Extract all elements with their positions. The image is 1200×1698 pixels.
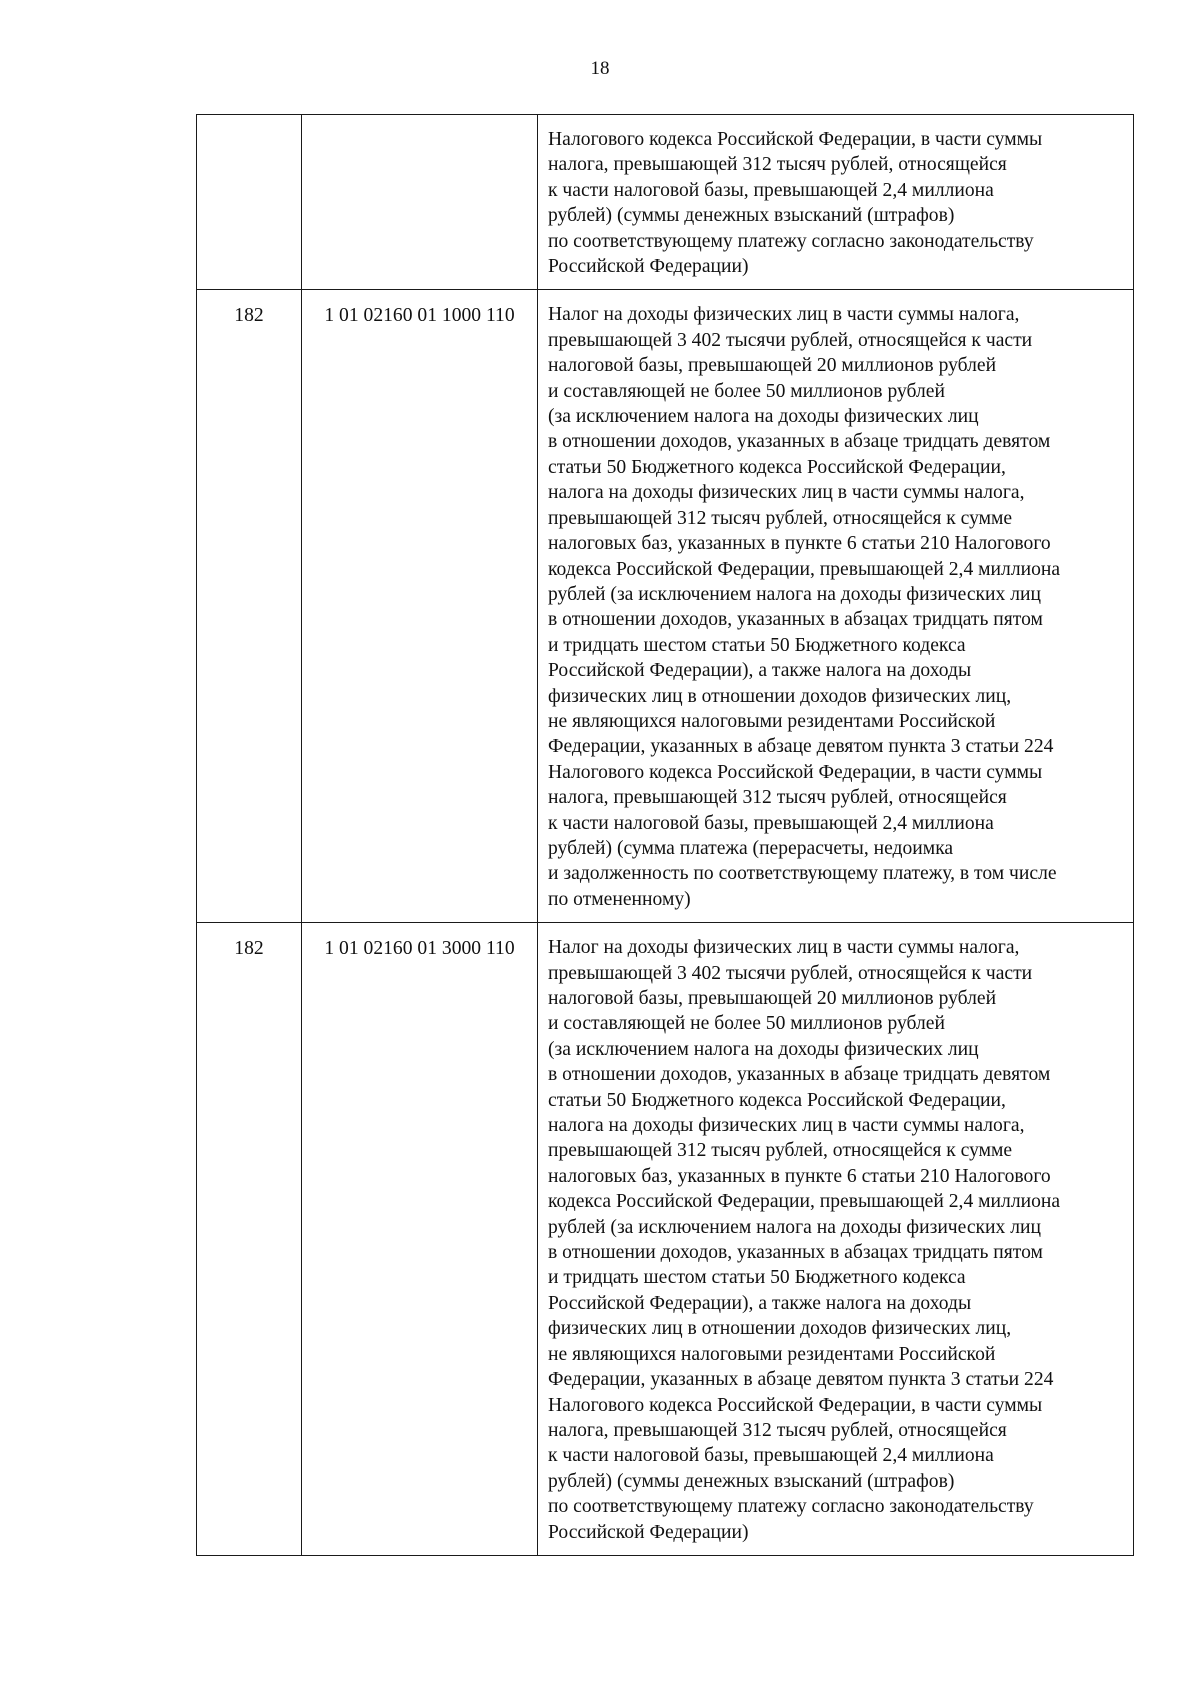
description-line: в отношении доходов, указанных в абзаце тридцать девятом [548,1064,1051,1086]
description-line: и тридцать шестом статьи 50 Бюджетного кодекса [548,634,966,656]
description-line: налога, превышающей 312 тысяч рублей, относящейся [548,154,1007,176]
description-line: физических лиц в отношении доходов физических лиц, [548,1318,1012,1340]
description-line: по соответствующему платежу согласно законодательству [548,230,1034,252]
description-line: в отношении доходов, указанных в абзацах тридцать пятом [548,609,1043,631]
description-line: налоговой базы, превышающей 20 миллионов рублей [548,988,997,1009]
description-line: Российской Федерации), а также налога на доходы [548,1292,972,1314]
description-line: рублей (за исключением налога на доходы физических лиц [548,1216,1041,1238]
admin-code-cell: 182 [197,923,302,1556]
admin-code-cell [197,115,302,290]
description-line: Федерации, указанных в абзаце девятом пункта 3 статьи 224 [548,1369,1054,1391]
description-line: налога на доходы физических лиц в части суммы налога, [548,482,1025,504]
description-line: и задолженность по соответствующему платежу, в том числе [548,863,1057,885]
description-line: Налогового кодекса Российской Федерации, в части суммы [548,761,1043,783]
description-line: налога, превышающей 312 тысяч рублей, относящейся [548,1419,1007,1441]
description-line: и составляющей не более 50 миллионов рублей [548,1013,945,1035]
description-line: кодекса Российской Федерации, превышающей 2,4 миллиона [548,1191,1061,1213]
description-line: не являющихся налоговыми резидентами Российской [548,710,996,732]
description-line: налоговых баз, указанных в пункте 6 статьи 210 Налогового [548,1165,1051,1187]
description-cell [538,923,1134,1556]
description-line: Российской Федерации) [548,256,749,278]
description-line: к части налоговой базы, превышающей 2,4 миллиона [548,179,994,201]
description-line: в отношении доходов, указанных в абзаце тридцать девятом [548,431,1051,453]
description-cell [538,290,1134,923]
description-line: статьи 50 Бюджетного кодекса Российской Федерации, [548,456,1006,478]
table-row [197,923,1134,1556]
table-row [197,115,1134,290]
description-line: рублей) (суммы денежных взысканий (штрафов) [548,205,955,227]
description-line: физических лиц в отношении доходов физических лиц, [548,685,1012,707]
description-line: налоговых баз, указанных в пункте 6 статьи 210 Налогового [548,533,1051,555]
description-line: налоговой базы, превышающей 20 миллионов рублей [548,355,997,377]
description-line: рублей (за исключением налога на доходы физических лиц [548,583,1041,605]
description-line: рублей) (сумма платежа (перерасчеты, недоимка [548,837,954,859]
description-line: к части налоговой базы, превышающей 2,4 миллиона [548,812,994,834]
page-number: 18 [590,58,610,79]
description-line: Налог на доходы физических лиц в части суммы налога, [548,937,1020,959]
description-line: не являющихся налоговыми резидентами Российской [548,1343,996,1365]
description-line: Российской Федерации), а также налога на доходы [548,660,972,682]
kbk-code-cell: 1 01 02160 01 3000 110 [302,923,538,1556]
kbk-code-cell: 1 01 02160 01 1000 110 [302,290,538,923]
table-body [197,115,1134,1556]
description-line: Налог на доходы физических лиц в части суммы налога, [548,304,1020,326]
description-line: Налогового кодекса Российской Федерации, в части суммы [548,129,1043,150]
description-line: Федерации, указанных в абзаце девятом пункта 3 статьи 224 [548,736,1054,758]
description-line: и составляющей не более 50 миллионов рублей [548,380,945,402]
description-cell [538,115,1134,290]
description-line: превышающей 3 402 тысячи рублей, относящейся к части [548,962,1033,984]
kbk-code-cell [302,115,538,290]
description-line: в отношении доходов, указанных в абзацах тридцать пятом [548,1242,1043,1264]
description-line: по отмененному) [548,888,691,910]
description-line: превышающей 312 тысяч рублей, относящейся к сумме [548,1140,1013,1162]
description-line: статьи 50 Бюджетного кодекса Российской Федерации, [548,1089,1006,1111]
description-line: налога на доходы физических лиц в части суммы налога, [548,1115,1025,1137]
description-line: кодекса Российской Федерации, превышающей 2,4 миллиона [548,558,1061,580]
admin-code-cell: 182 [197,290,302,923]
table-row [197,290,1134,923]
description-line: Российской Федерации) [548,1521,749,1543]
description-line: превышающей 3 402 тысячи рублей, относящейся к части [548,329,1033,351]
description-line: по соответствующему платежу согласно законодательству [548,1496,1034,1518]
description-line: (за исключением налога на доходы физических лиц [548,406,979,428]
budget-codes-table [196,114,1134,1556]
description-line: (за исключением налога на доходы физических лиц [548,1038,979,1060]
description-line: к части налоговой базы, превышающей 2,4 миллиона [548,1445,994,1467]
description-line: превышающей 312 тысяч рублей, относящейся к сумме [548,507,1013,529]
description-line: и тридцать шестом статьи 50 Бюджетного кодекса [548,1267,966,1289]
description-line: Налогового кодекса Российской Федерации, в части суммы [548,1394,1043,1416]
description-line: налога, превышающей 312 тысяч рублей, относящейся [548,787,1007,809]
description-line: рублей) (суммы денежных взысканий (штрафов) [548,1470,955,1492]
